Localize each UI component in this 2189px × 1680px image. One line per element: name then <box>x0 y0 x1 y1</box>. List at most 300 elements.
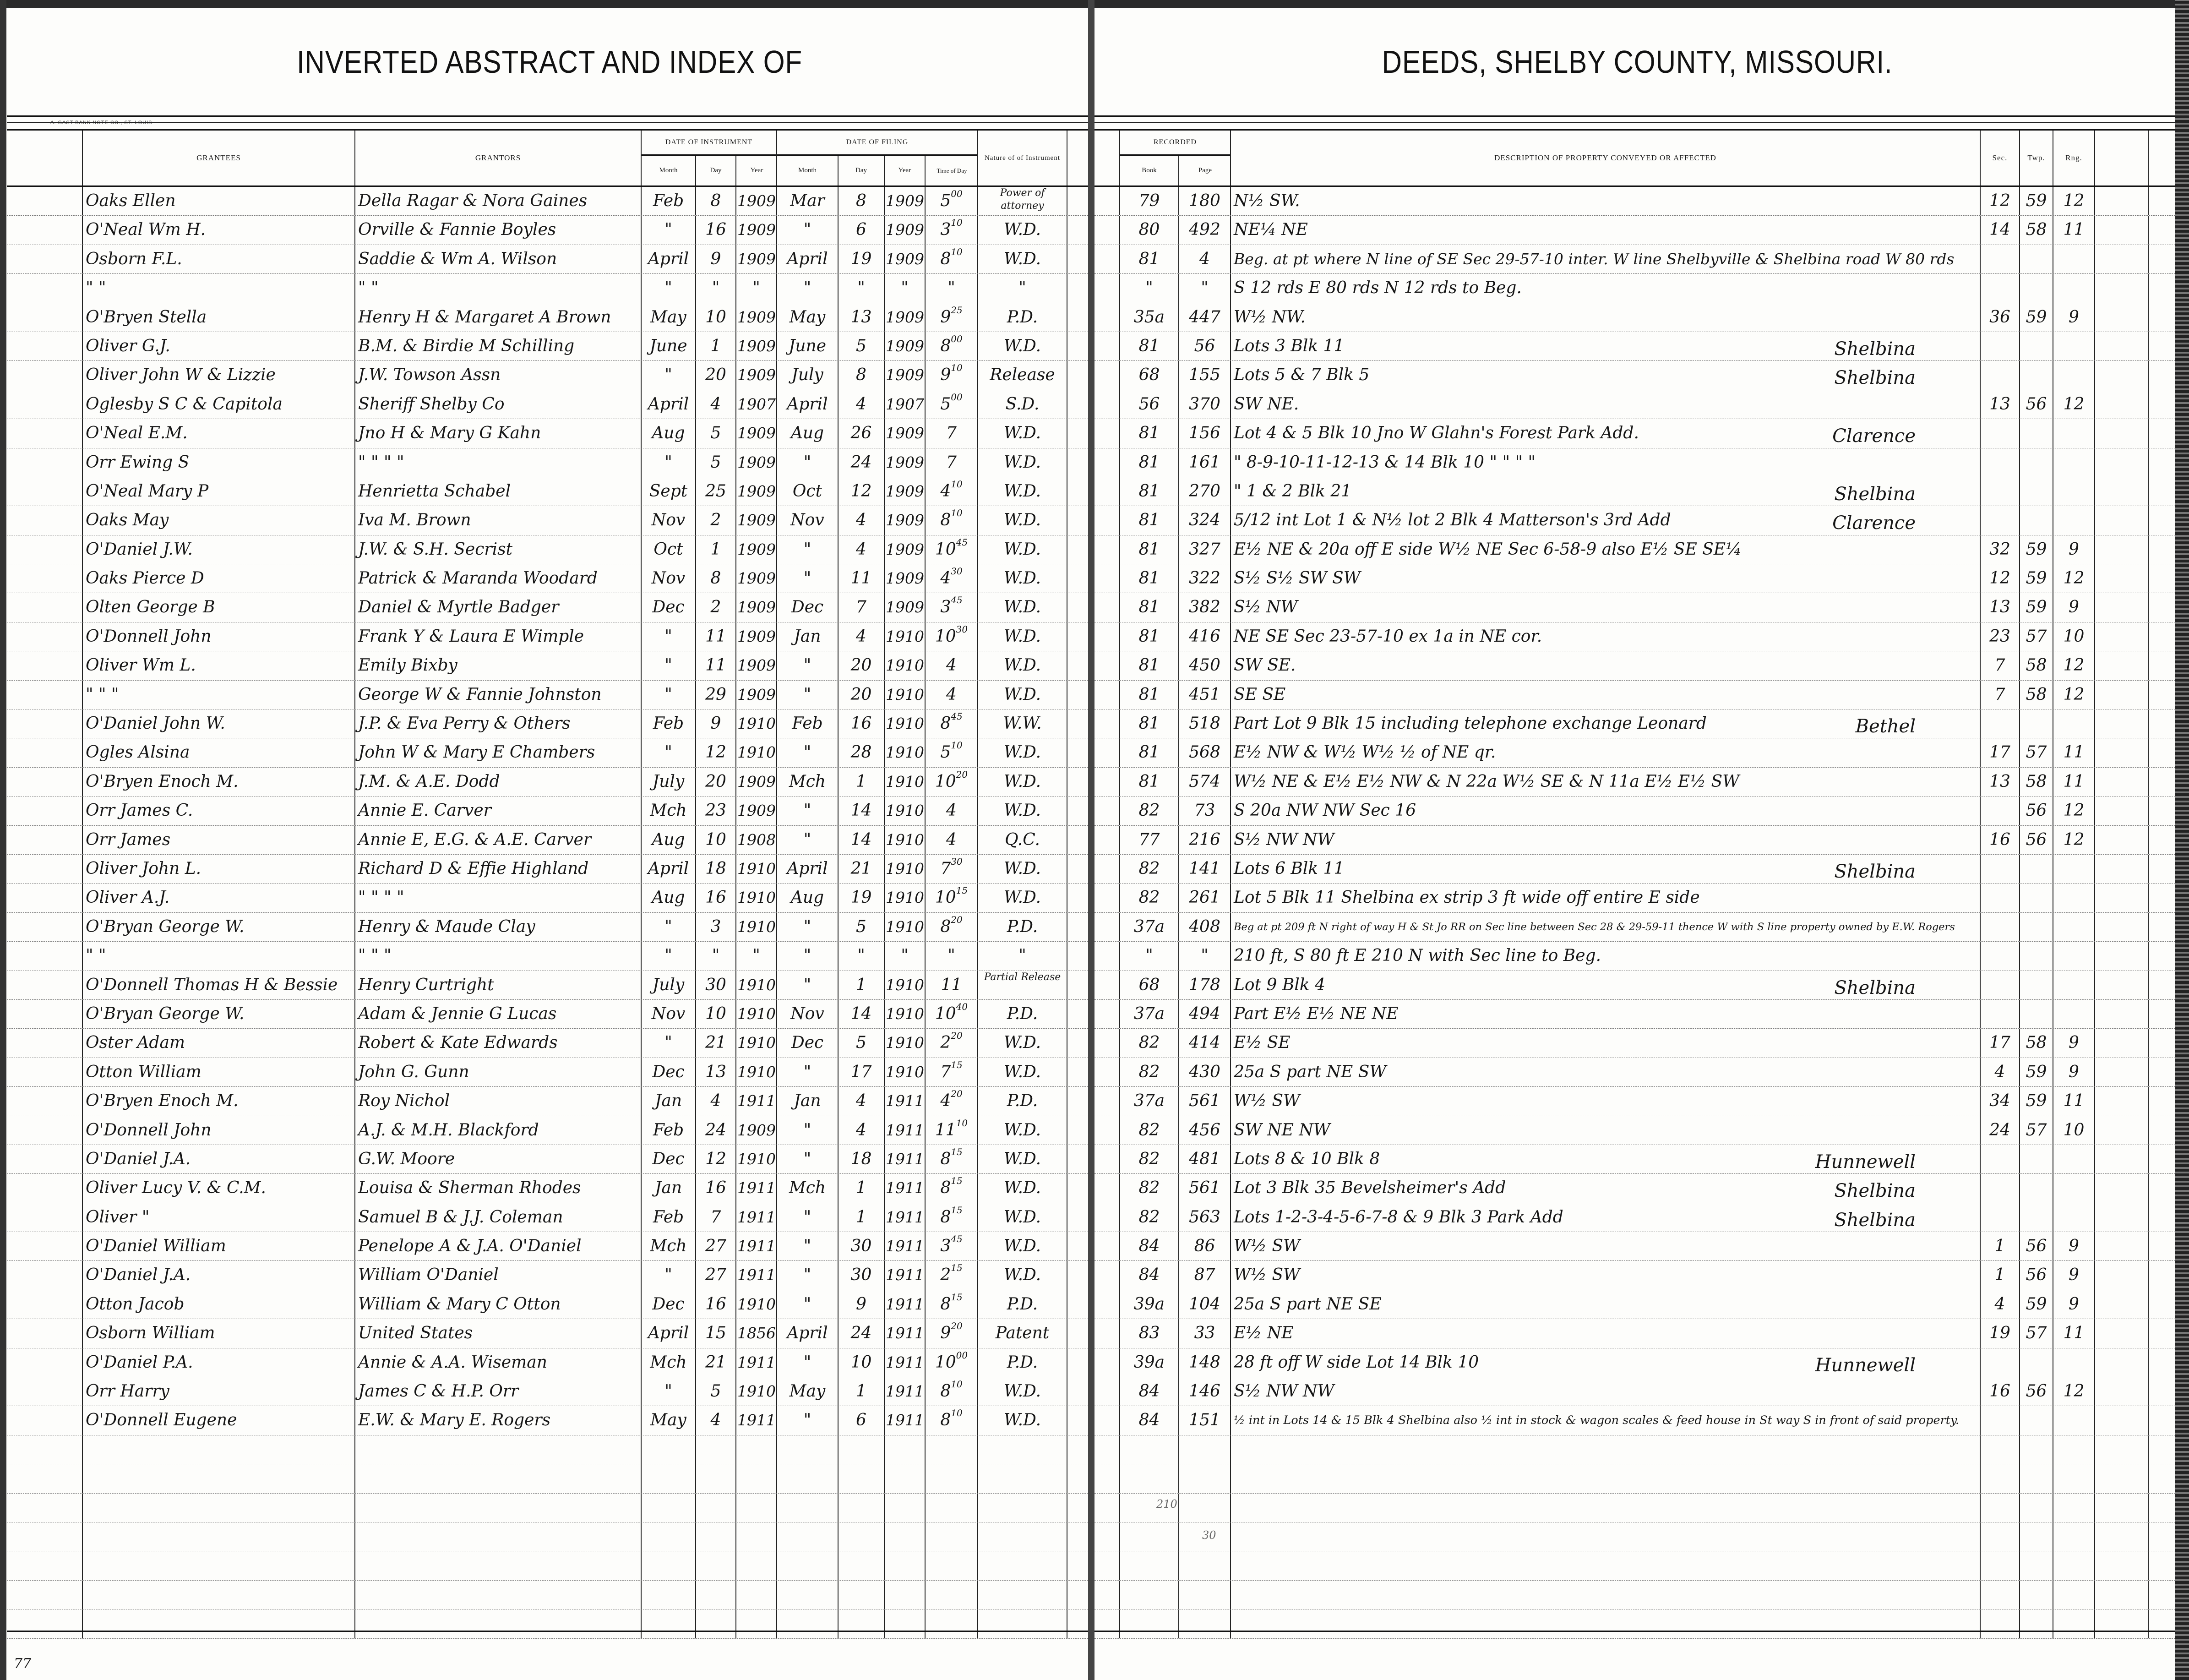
instrument-year-cell: " <box>736 942 777 970</box>
extra-cell <box>2095 1174 2149 1202</box>
time-hour: 3 <box>940 1237 951 1256</box>
filing-month-cell: " <box>777 738 839 767</box>
description-cell <box>1231 651 1981 680</box>
description-cell <box>1231 274 1981 302</box>
table-row-left <box>7 274 1088 303</box>
nature-cell: W.D. <box>978 216 1067 244</box>
instrument-year-cell: 1909 <box>736 448 777 477</box>
book-cell: 77 <box>1120 826 1179 854</box>
filing-day-cell: 4 <box>839 506 885 535</box>
nature-cell: P.D. <box>978 1290 1067 1319</box>
margin-cell <box>7 1464 83 1493</box>
rng-cell: 9 <box>2053 535 2095 564</box>
trailing-cell <box>1067 738 1088 767</box>
twp-cell: 56 <box>2020 796 2053 825</box>
grantor-cell: Adam & Jennie G Lucas <box>355 1000 642 1028</box>
page-cell: 382 <box>1179 593 1231 622</box>
table-row-right <box>1094 1435 2175 1464</box>
instrument-day-cell: 16 <box>696 216 736 244</box>
nature-cell: P.D. <box>978 1087 1067 1115</box>
page-cell: 4 <box>1179 245 1231 273</box>
time-hour: 3 <box>940 598 951 617</box>
time-of-day-cell <box>926 768 978 796</box>
filing-day-cell: 16 <box>839 709 885 738</box>
instrument-month-cell <box>642 1609 696 1638</box>
instrument-month-cell: Jan <box>642 1174 696 1202</box>
book-cell: 56 <box>1120 390 1179 419</box>
instrument-year-cell: 1909 <box>736 593 777 622</box>
table-row-right <box>1094 942 2175 971</box>
extra-cell <box>2095 913 2149 941</box>
margin-cell <box>7 303 83 332</box>
margin-cell <box>7 361 83 389</box>
book-cell: 81 <box>1120 535 1179 564</box>
twp-cell <box>2020 245 2053 273</box>
filing-month-cell: " <box>777 1232 839 1260</box>
extra-cell <box>2095 651 2149 680</box>
instrument-day-cell: 8 <box>696 564 736 593</box>
grantee-cell: " " <box>83 942 355 970</box>
trailing-cell <box>2149 245 2175 273</box>
margin-cell <box>7 1348 83 1377</box>
instrument-year-cell <box>736 1494 777 1522</box>
trailing-cell <box>1067 1377 1088 1406</box>
instrument-day-cell: 9 <box>696 245 736 273</box>
book-cell <box>1120 1435 1179 1464</box>
table-row-right <box>1094 884 2175 912</box>
margin-cell <box>1094 942 1120 970</box>
instrument-year-cell: 1910 <box>736 738 777 767</box>
instrument-month-cell: Aug <box>642 884 696 912</box>
filing-day-cell: 13 <box>839 303 885 332</box>
filing-year-cell <box>885 1435 926 1464</box>
extra-cell <box>2095 1029 2149 1057</box>
book-cell: 81 <box>1120 651 1179 680</box>
trailing-cell <box>2149 681 2175 709</box>
time-minutes: 45 <box>951 1233 963 1245</box>
book-cell <box>1120 1522 1179 1551</box>
extra-cell <box>2095 506 2149 535</box>
table-row-left <box>7 651 1088 680</box>
rng-cell: 9 <box>2053 1232 2095 1260</box>
instrument-month-cell: Nov <box>642 564 696 593</box>
description-cell <box>1231 1522 1981 1551</box>
filing-year-cell: 1911 <box>885 1203 926 1232</box>
margin-cell <box>1094 796 1120 825</box>
filing-day-cell <box>839 1494 885 1522</box>
twp-cell <box>2020 361 2053 389</box>
rng-cell <box>2053 884 2095 912</box>
filing-year-cell: 1910 <box>885 884 926 912</box>
trailing-cell <box>2149 1319 2175 1347</box>
trailing-cell <box>1067 593 1088 622</box>
table-row-right <box>1094 1087 2175 1116</box>
nature-header: Nature of of Instrument <box>978 131 1067 185</box>
table-row-right <box>1094 593 2175 622</box>
filing-month-cell: " <box>777 651 839 680</box>
grantor-cell: " " " <box>355 942 642 970</box>
instrument-day-cell: 12 <box>696 1145 736 1173</box>
table-row-left <box>7 709 1088 738</box>
trailing-cell <box>2149 1145 2175 1173</box>
trailing-cell <box>1067 709 1088 738</box>
sec-cell <box>1981 1609 2020 1638</box>
filing-month-cell: Dec <box>777 1029 839 1057</box>
trailing-cell <box>2149 477 2175 506</box>
grantee-cell: " " " <box>83 681 355 709</box>
date-of-instrument-header <box>642 131 777 185</box>
trailing-cell <box>1067 1116 1088 1145</box>
description-text: Lots 1-2-3-4-5-6-7-8 & 9 Blk 3 Park Add <box>1234 1207 1563 1227</box>
description-cell <box>1231 826 1981 854</box>
grantor-cell: Annie & A.A. Wiseman <box>355 1348 642 1377</box>
page-top-edge <box>0 0 2189 8</box>
time-of-day-cell <box>926 448 978 477</box>
table-row-right <box>1094 361 2175 390</box>
twp-cell <box>2020 506 2053 535</box>
filing-month-cell <box>777 1494 839 1522</box>
time-of-day-cell <box>926 1581 978 1609</box>
time-hour: 10 <box>935 888 956 907</box>
book-cell: 80 <box>1120 216 1179 244</box>
table-row-left <box>7 681 1088 709</box>
description-text: 25a S part NE SE <box>1234 1294 1382 1314</box>
sec-cell <box>1981 506 2020 535</box>
trailing-cell <box>1067 506 1088 535</box>
grantor-cell: E.W. & Mary E. Rogers <box>355 1406 642 1435</box>
grantee-cell: Oaks Pierce D <box>83 564 355 593</box>
grantor-cell: J.P. & Eva Perry & Others <box>355 709 642 738</box>
table-row-right <box>1094 1522 2175 1551</box>
twp-cell: 58 <box>2020 768 2053 796</box>
table-row-left <box>7 361 1088 390</box>
filing-month-cell: Mch <box>777 768 839 796</box>
nature-cell: W.D. <box>978 1203 1067 1232</box>
twp-cell <box>2020 1494 2053 1522</box>
twp-cell: 57 <box>2020 738 2053 767</box>
table-row-right <box>1094 1290 2175 1319</box>
grantor-cell: Samuel B & J.J. Coleman <box>355 1203 642 1232</box>
rng-cell <box>2053 1581 2095 1609</box>
table-row-left <box>7 245 1088 274</box>
place-name: Shelbina <box>1834 338 1916 360</box>
table-row-left <box>7 1261 1088 1290</box>
page-cell: 518 <box>1179 709 1231 738</box>
place-name: Clarence <box>1832 425 1916 447</box>
filing-year-cell: 1910 <box>885 622 926 651</box>
rng-header: Rng. <box>2053 131 2095 185</box>
nature-cell: W.D. <box>978 1058 1067 1086</box>
margin-cell <box>1094 1348 1120 1377</box>
rng-cell <box>2053 419 2095 447</box>
book-cell: 82 <box>1120 1029 1179 1057</box>
nature-cell: W.D. <box>978 448 1067 477</box>
time-hour: 10 <box>935 540 956 559</box>
instrument-month-cell: April <box>642 245 696 273</box>
rng-cell <box>2053 1406 2095 1435</box>
filing-year-cell: 1909 <box>885 303 926 332</box>
instrument-month-cell: Feb <box>642 1116 696 1145</box>
sec-cell <box>1981 709 2020 738</box>
time-minutes: 10 <box>951 740 963 751</box>
filing-month-cell: " <box>777 1348 839 1377</box>
margin-cell <box>7 1406 83 1435</box>
extra-cell <box>2095 332 2149 360</box>
trailing-cell <box>1067 651 1088 680</box>
trailing-cell <box>1067 1406 1088 1435</box>
margin-cell <box>1094 709 1120 738</box>
description-cell <box>1231 681 1981 709</box>
twp-cell <box>2020 1435 2053 1464</box>
margin-cell <box>1094 1377 1120 1406</box>
filing-month-cell: May <box>777 303 839 332</box>
margin-cell <box>7 1609 83 1638</box>
grantor-cell: William O'Daniel <box>355 1261 642 1289</box>
trailing-cell <box>1067 796 1088 825</box>
trailing-cell <box>1067 245 1088 273</box>
nature-cell: W.D. <box>978 1116 1067 1145</box>
printer-imprint: A. GAST BANK NOTE CO., ST. LOUIS <box>50 120 152 125</box>
trailing-cell <box>2149 622 2175 651</box>
trailing-cell <box>2149 1232 2175 1260</box>
time-of-day-cell <box>926 942 978 970</box>
instrument-year-cell: 1910 <box>736 971 777 999</box>
rng-cell: 9 <box>2053 1261 2095 1289</box>
trailing-cell <box>1067 1232 1088 1260</box>
filing-day-cell <box>839 1609 885 1638</box>
filing-day-header: Day <box>839 156 885 185</box>
time-hour: 4 <box>946 830 957 849</box>
book-cell: 81 <box>1120 506 1179 535</box>
description-text: W½ NE & E½ E½ NW & N 22a W½ SE & N 11a E½ E½ SW <box>1234 772 1740 791</box>
rng-cell: 11 <box>2053 1087 2095 1115</box>
margin-cell <box>7 535 83 564</box>
instrument-year-cell: 1907 <box>736 390 777 419</box>
trailing-cell <box>1067 1319 1088 1347</box>
trailing-cell <box>1067 361 1088 389</box>
table-row-left <box>7 477 1088 506</box>
trailing-cell <box>1067 564 1088 593</box>
description-cell <box>1231 1000 1981 1028</box>
time-minutes: 10 <box>951 217 963 229</box>
page-cell: 451 <box>1179 681 1231 709</box>
table-row-left <box>7 826 1088 855</box>
title-rule-right-thin <box>1094 122 2175 123</box>
instrument-month-cell: " <box>642 1261 696 1289</box>
book-cell: 81 <box>1120 245 1179 273</box>
extra-cell <box>2095 1581 2149 1609</box>
grantee-cell: O'Daniel J.W. <box>83 535 355 564</box>
description-cell <box>1231 1232 1981 1260</box>
time-minutes: 40 <box>956 1001 968 1012</box>
rng-cell <box>2053 1551 2095 1580</box>
extra-cell <box>2095 1000 2149 1028</box>
instrument-year-cell: 1909 <box>736 768 777 796</box>
table-row-right <box>1094 1116 2175 1145</box>
instrument-year-cell <box>736 1609 777 1638</box>
extra-cell <box>2095 1348 2149 1377</box>
description-text: E½ SE <box>1234 1033 1291 1053</box>
trailing-cell <box>2149 303 2175 332</box>
table-row-left <box>7 303 1088 332</box>
place-name: Bethel <box>1855 716 1916 737</box>
book-cell: 68 <box>1120 361 1179 389</box>
grantee-cell: O'Bryan George W. <box>83 913 355 941</box>
place-name: Hunnewell <box>1815 1151 1916 1173</box>
page-cell: 146 <box>1179 1377 1231 1406</box>
grantor-cell: Henry & Maude Clay <box>355 913 642 941</box>
margin-cell <box>1094 448 1120 477</box>
book-cell: 81 <box>1120 622 1179 651</box>
grantor-cell: John G. Gunn <box>355 1058 642 1086</box>
margin-cell <box>7 1551 83 1580</box>
filing-year-cell: 1909 <box>885 564 926 593</box>
rng-cell <box>2053 1494 2095 1522</box>
margin-cell <box>1094 390 1120 419</box>
grantee-cell: O'Bryen Enoch M. <box>83 768 355 796</box>
filing-day-cell: 20 <box>839 651 885 680</box>
time-hour: 8 <box>940 511 951 530</box>
filing-year-cell: 1910 <box>885 681 926 709</box>
book-cell: 82 <box>1120 796 1179 825</box>
time-of-day-cell <box>926 622 978 651</box>
description-text: Lots 8 & 10 Blk 8 <box>1234 1149 1380 1168</box>
margin-cell <box>1094 535 1120 564</box>
grantee-cell: Oliver Lucy V. & C.M. <box>83 1174 355 1202</box>
time-of-day-cell <box>926 216 978 244</box>
trailing-cell <box>2149 506 2175 535</box>
table-row-right <box>1094 1406 2175 1435</box>
instrument-year-cell: 1910 <box>736 913 777 941</box>
filing-day-cell: 9 <box>839 1290 885 1319</box>
extra-cell <box>2095 535 2149 564</box>
description-text: NE SE Sec 23-57-10 ex 1a in NE cor. <box>1234 627 1542 646</box>
instrument-day-cell: 24 <box>696 1116 736 1145</box>
grantor-cell: Orville & Fannie Boyles <box>355 216 642 244</box>
instrument-day-header: Day <box>696 156 736 185</box>
extra-cell <box>2095 216 2149 244</box>
time-minutes: 15 <box>951 1291 963 1303</box>
nature-cell <box>978 1551 1067 1580</box>
margin-cell <box>7 1232 83 1260</box>
instrument-month-cell <box>642 1551 696 1580</box>
book-cell: 81 <box>1120 768 1179 796</box>
filing-year-cell: 1909 <box>885 448 926 477</box>
filing-month-cell: " <box>777 942 839 970</box>
grantor-cell: Patrick & Maranda Woodard <box>355 564 642 593</box>
book-cell: 81 <box>1120 709 1179 738</box>
time-hour: 4 <box>946 656 957 675</box>
twp-header: Twp. <box>2020 131 2053 185</box>
margin-cell <box>7 1058 83 1086</box>
page-cell: 87 <box>1179 1261 1231 1289</box>
table-row-right <box>1094 826 2175 855</box>
nature-cell: Power of attorney <box>978 187 1067 215</box>
sec-cell <box>1981 796 2020 825</box>
instrument-day-cell: 16 <box>696 1174 736 1202</box>
filing-day-cell: 19 <box>839 245 885 273</box>
nature-cell: P.D. <box>978 1000 1067 1028</box>
instrument-year-cell: 1909 <box>736 564 777 593</box>
filing-month-cell: April <box>777 245 839 273</box>
sec-cell: 16 <box>1981 1377 2020 1406</box>
description-cell <box>1231 913 1981 941</box>
margin-cell <box>7 709 83 738</box>
margin-cell <box>1094 1581 1120 1609</box>
description-text: SW NE. <box>1234 394 1299 414</box>
time-hour: 4 <box>946 801 957 820</box>
table-row-right <box>1094 419 2175 448</box>
time-of-day-cell <box>926 1145 978 1173</box>
instrument-day-cell: 4 <box>696 1087 736 1115</box>
instrument-day-cell: 2 <box>696 506 736 535</box>
sec-cell: 32 <box>1981 535 2020 564</box>
extra-cell <box>2095 361 2149 389</box>
extra-cell <box>2095 768 2149 796</box>
extra-cell <box>2095 709 2149 738</box>
trailing-cell <box>2149 1406 2175 1435</box>
grantee-cell: Oliver Wm L. <box>83 651 355 680</box>
filing-day-cell: 6 <box>839 216 885 244</box>
trailing-cell <box>2149 709 2175 738</box>
rng-cell: 11 <box>2053 738 2095 767</box>
instrument-day-cell <box>696 1494 736 1522</box>
instrument-day-cell <box>696 1581 736 1609</box>
table-row-right <box>1094 768 2175 796</box>
sec-cell: 7 <box>1981 681 2020 709</box>
instrument-month-cell: Dec <box>642 1290 696 1319</box>
instrument-month-cell: " <box>642 448 696 477</box>
instrument-day-cell: 29 <box>696 681 736 709</box>
book-cell: 81 <box>1120 419 1179 447</box>
page-cell: 450 <box>1179 651 1231 680</box>
time-minutes: 20 <box>951 1088 963 1100</box>
margin-cell <box>1094 245 1120 273</box>
nature-cell: W.D. <box>978 332 1067 360</box>
instrument-year-cell: 1908 <box>736 826 777 854</box>
description-cell <box>1231 1609 1981 1638</box>
page-cell <box>1179 1551 1231 1580</box>
rng-cell <box>2053 709 2095 738</box>
instrument-year-cell: 1910 <box>736 1029 777 1057</box>
time-minutes: 10 <box>951 246 963 257</box>
sec-cell: 17 <box>1981 1029 2020 1057</box>
filing-day-cell: 28 <box>839 738 885 767</box>
instrument-year-cell: 1909 <box>736 216 777 244</box>
page-cell: 563 <box>1179 1203 1231 1232</box>
grantee-cell: O'Bryen Enoch M. <box>83 1087 355 1115</box>
trailing-cell <box>2149 855 2175 883</box>
margin-header <box>7 131 83 185</box>
description-text: S½ S½ SW SW <box>1234 569 1361 588</box>
trailing-cell <box>1067 1029 1088 1057</box>
grantee-cell: Orr James C. <box>83 796 355 825</box>
filing-year-cell: 1910 <box>885 1058 926 1086</box>
instrument-month-cell: Oct <box>642 535 696 564</box>
description-cell <box>1231 884 1981 912</box>
time-of-day-cell <box>926 1551 978 1580</box>
table-row-left <box>7 1348 1088 1377</box>
extra-cell <box>2095 564 2149 593</box>
trailing-cell <box>2149 738 2175 767</box>
grantor-cell <box>355 1435 642 1464</box>
title-rule-left <box>7 115 1088 117</box>
instrument-day-cell <box>696 1435 736 1464</box>
description-text: E½ NE <box>1234 1324 1294 1343</box>
nature-cell: Release <box>978 361 1067 389</box>
extra-cell <box>2095 884 2149 912</box>
table-row-left <box>7 1087 1088 1116</box>
